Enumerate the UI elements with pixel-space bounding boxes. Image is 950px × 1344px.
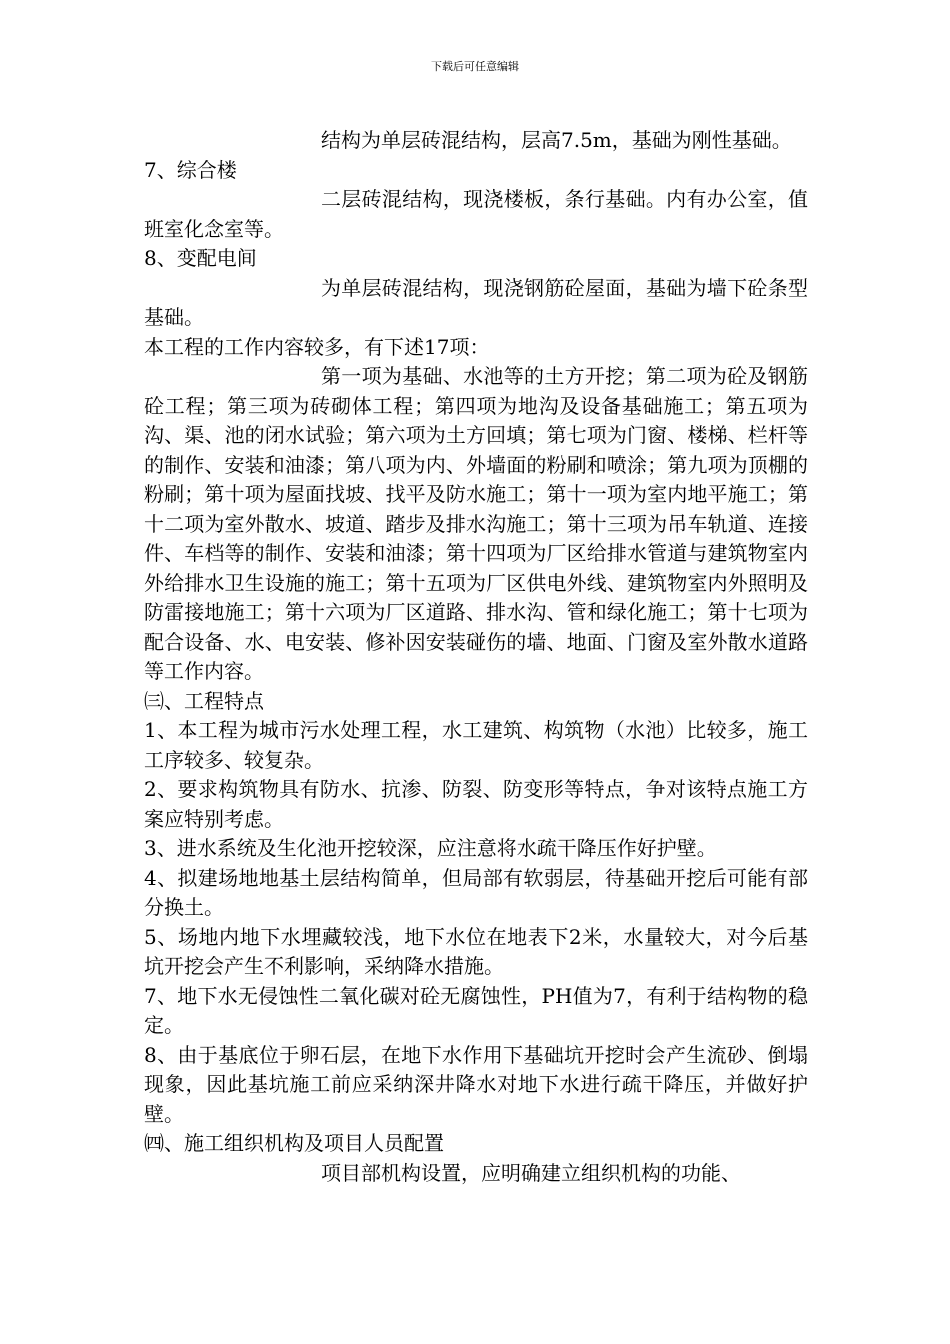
list-item: 2、要求构筑物具有防水、抗渗、防裂、防变形等特点，争对该特点施工方案应特别考虑。 [144, 777, 808, 831]
list-item: 8、由于基底位于卵石层，在地下水作用下基础坑开挖时会产生流砂、倒塌现象，因此基坑施工前应采纳深井降水对地下水进行疏干降压，并做好护壁。 [144, 1042, 808, 1126]
section-heading: 8、变配电间 [144, 246, 257, 270]
section-heading: ㈢、工程特点 [144, 688, 264, 713]
list-item: 4、拟建场地地基土层结构简单，但局部有软弱层，待基础开挖后可能有部分换土。 [144, 865, 808, 919]
paragraph: 第一项为基础、水池等的土方开挖；第二项为砼及钢筋砼工程；第三项为砖砌体工程；第四项为地沟及设备基础施工；第五项为沟、渠、池的闭水试验；第六项为土方回填；第七项为门窗、楼梯、栏杆等的制作、安装和油漆；第八项为内、外墙面的粉刷和喷涂；第九项为顶棚的粉刷；第十项为屋面找坡、找平及防水施工；第十一项为室内地平施工；第十二项为室外散水、坡道、踏步及排水沟施工；第十三项为吊车轨道、连接件、车档等的制作、安装和油漆；第十四项为厂区给排水管道与建筑物室内外给排水卫生设施的施工；第十五项为厂区供电外线、建筑物室内外照明及防雷接地施工；第十六项为厂区道路、排水沟、管和绿化施工；第十七项为配合设备、水、电安装、修补因安装碰伤的墙、地面、门窗及室外散水道路等工作内容。 [144, 364, 808, 683]
list-item: 5、场地内地下水埋藏较浅，地下水位在地表下2米，水量较大，对今后基坑开挖会产生不利影响，采纳降水措施。 [144, 924, 808, 978]
section-heading: ㈣、施工组织机构及项目人员配置 [144, 1131, 444, 1155]
paragraph: 结构为单层砖混结构，层高7.5m，基础为刚性基础。 [321, 128, 792, 152]
paragraph: 为单层砖混结构，现浇钢筋砼屋面，基础为墙下砼条型基础。 [144, 275, 808, 329]
paragraph: 本工程的工作内容较多，有下述17项： [144, 334, 490, 359]
section-heading: 7、综合楼 [144, 157, 237, 182]
paragraph: 二层砖混结构，现浇楼板，条行基础。内有办公室，值班室化念室等。 [144, 187, 808, 241]
paragraph: 项目部机构设置，应明确建立组织机构的功能、 [321, 1160, 741, 1185]
list-item: 3、进水系统及生化池开挖较深，应注意将水疏干降压作好护壁。 [144, 836, 717, 860]
page-header: 下载后可任意编辑 [431, 60, 519, 73]
list-item: 7、地下水无侵蚀性二氧化碳对砼无腐蚀性，PH值为7，有利于结构物的稳定。 [144, 983, 808, 1037]
list-item: 1、本工程为城市污水处理工程，水工建筑、构筑物（水池）比较多，施工工序较多、较复杂。 [144, 718, 808, 772]
document-body [144, 126, 808, 1188]
